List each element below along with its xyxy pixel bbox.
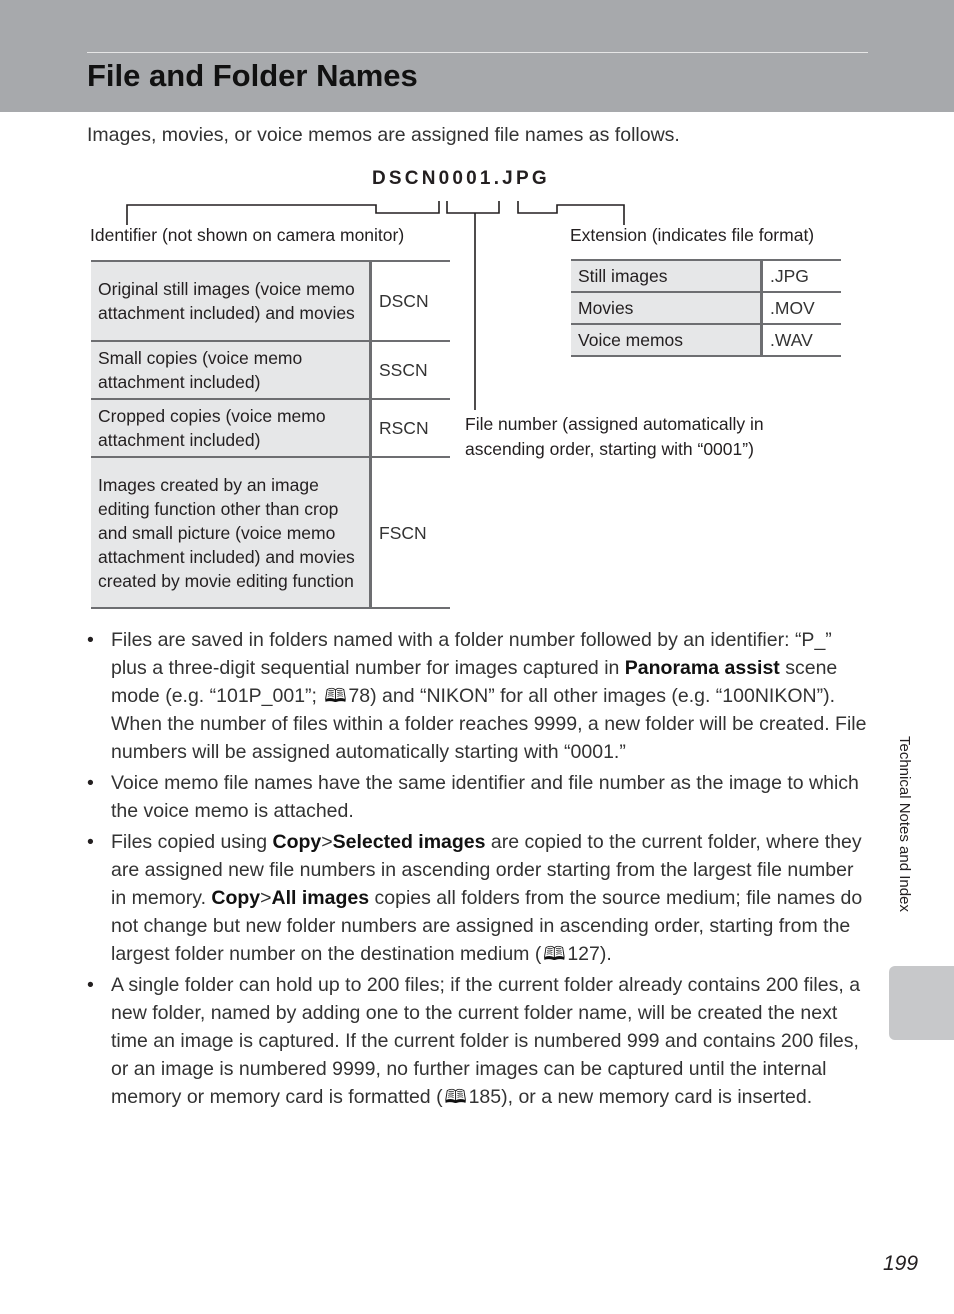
identifier-description: Images created by an image editing function other than crop and small picture (voice memo attachment included) and movies created by movie editing function xyxy=(91,457,371,608)
section-thumb-tab xyxy=(889,966,954,1040)
identifier-label: Identifier (not shown on camera monitor) xyxy=(90,225,405,245)
bullet-text: A single folder can hold up to 200 files; if the current folder already contains 200 files, a new folder, named by adding one to the current folder name, will be created the next time an image is captured. If the current folder is numbered 999 and contains 200 files, or an image is numbered 9999, no further images can be captured until the internal memory or memory card is formatted ( xyxy=(111,974,861,1108)
bullet-text: Voice memo file names have the same identifier and file number as the image to which the voice memo is attached. xyxy=(111,772,859,822)
extension-label: Extension (indicates file format) xyxy=(570,225,815,245)
page-number: 199 xyxy=(883,1252,919,1275)
bullet-marker: • xyxy=(87,629,94,651)
bullet-text: Files are saved in folders named with a folder number followed by an identifier: “P_” plus a three-digit sequential number for images captured in xyxy=(111,629,832,679)
extension-code: .JPG xyxy=(762,260,842,292)
table-row xyxy=(91,261,450,341)
bold-term: All images xyxy=(271,887,370,909)
bold-term: Panorama assist xyxy=(624,657,780,679)
bullet-marker: • xyxy=(87,772,94,794)
book-icon: 🕮 xyxy=(444,1086,467,1108)
header-rule xyxy=(87,52,868,53)
bold-term: Copy xyxy=(211,887,261,909)
identifier-code: RSCN xyxy=(371,399,451,457)
bullet-text: are copied to the current folder, where they are assigned new file numbers in ascending order starting from the largest file number in memory. xyxy=(111,831,862,909)
intro-text: Images, movies, or voice memos are assigned file names as follows. xyxy=(87,124,680,146)
identifier-description: Cropped copies (voice memo attachment included) xyxy=(91,399,371,457)
page-header xyxy=(0,0,954,112)
extension-description: Voice memos xyxy=(571,324,762,356)
bullet-text: copies all folders from the source medium; file names do not change but new folder numbers are assigned in ascending order, starting from the largest folder number on the destination medium ( xyxy=(111,887,863,965)
table-row xyxy=(91,457,450,608)
bullet-text: ) and “NIKON” for all other images (e.g. “100NIKON”). When the number of files within a folder reaches 9999, a new folder will be created. File numbers will be assigned automatically starting with “0001.” xyxy=(111,685,867,763)
bullet-text: scene mode (e.g. “101P_001”; xyxy=(111,657,838,707)
section-side-label: Technical Notes and Index xyxy=(896,736,913,912)
table-row xyxy=(91,399,450,457)
bullet-text: Files copied using xyxy=(111,831,273,853)
extension-code: .WAV xyxy=(762,324,842,356)
extension-description: Still images xyxy=(571,260,762,292)
example-filename: DSCN0001.JPG xyxy=(372,168,550,189)
extension-table xyxy=(571,259,841,357)
book-icon: 🕮 xyxy=(543,943,566,965)
list-item xyxy=(87,828,867,968)
table-row xyxy=(571,292,841,324)
list-item xyxy=(87,971,867,1111)
file-number-label: File number (assigned automatically in ascending order, starting with “0001”) xyxy=(465,414,764,459)
bold-term: Selected images xyxy=(332,831,486,853)
identifier-description: Original still images (voice memo attachment included) and movies xyxy=(91,261,371,341)
identifier-code: FSCN xyxy=(371,457,451,608)
identifier-bracket xyxy=(127,201,439,225)
table-row xyxy=(91,341,450,399)
extension-code: .MOV xyxy=(762,292,842,324)
page-reference[interactable]: 185 xyxy=(468,1086,502,1108)
page-reference[interactable]: 127 xyxy=(567,943,600,965)
bullet-text: ). xyxy=(599,943,612,965)
bullet-marker: • xyxy=(87,974,94,996)
extension-bracket xyxy=(518,201,624,225)
identifier-table xyxy=(91,260,450,609)
list-item xyxy=(87,769,867,825)
page-title: File and Folder Names xyxy=(87,58,418,93)
bullet-text: ), or a new memory card is inserted. xyxy=(501,1086,813,1108)
notes-list xyxy=(87,626,867,1114)
extension-description: Movies xyxy=(571,292,762,324)
table-row xyxy=(571,260,841,292)
bold-term: Copy xyxy=(272,831,322,853)
identifier-description: Small copies (voice memo attachment included) xyxy=(91,341,371,399)
table-row xyxy=(571,324,841,356)
list-item xyxy=(87,626,867,766)
file-number-bracket xyxy=(447,201,499,213)
identifier-code: DSCN xyxy=(371,261,451,341)
bullet-marker: • xyxy=(87,831,94,853)
menu-separator: > xyxy=(260,887,272,909)
book-icon: 🕮 xyxy=(324,685,347,707)
menu-separator: > xyxy=(321,831,333,853)
identifier-code: SSCN xyxy=(371,341,451,399)
page-reference[interactable]: 78 xyxy=(348,685,371,707)
